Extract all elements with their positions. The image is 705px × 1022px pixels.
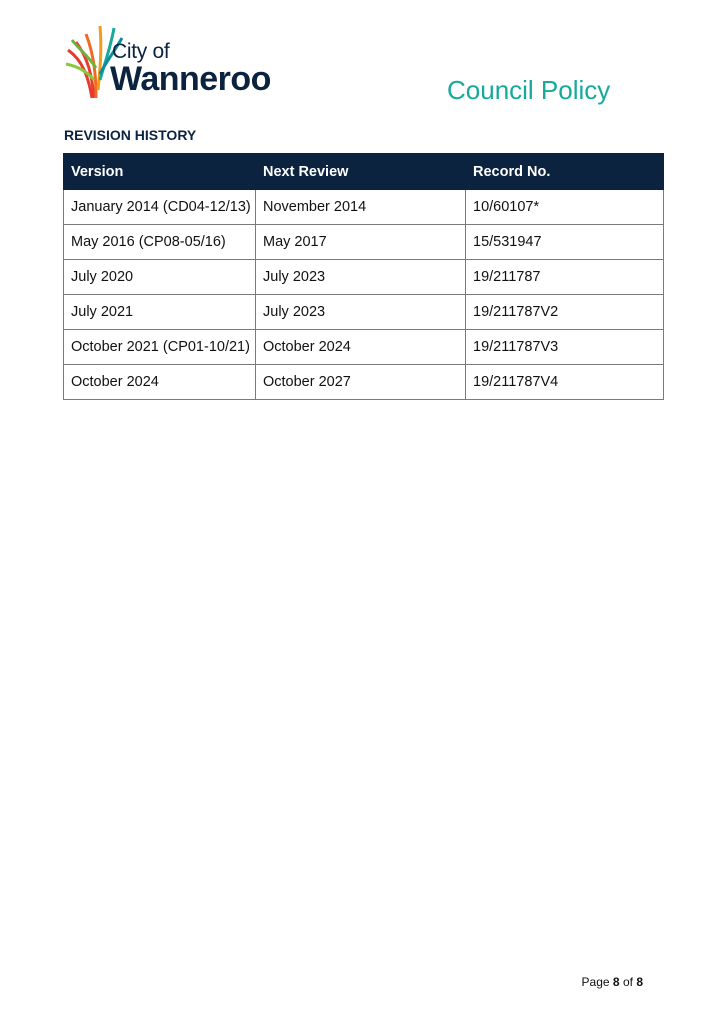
- page-prefix: Page: [581, 975, 610, 989]
- table-row: [64, 365, 664, 400]
- table-row: [64, 190, 664, 225]
- section-title: REVISION HISTORY: [64, 127, 197, 143]
- table-row: [64, 295, 664, 330]
- cell-record-no: 15/531947: [466, 225, 664, 260]
- cell-record-no: 19/211787V3: [466, 330, 664, 365]
- cell-next-review: November 2014: [256, 190, 466, 225]
- cell-record-no: 19/211787V2: [466, 295, 664, 330]
- document-type-heading: Council Policy: [447, 75, 611, 105]
- cell-version: July 2021: [64, 295, 256, 330]
- column-header-version: Version: [64, 154, 256, 190]
- logo-wanneroo-text: Wanneroo: [110, 60, 271, 98]
- cell-version: January 2014 (CD04-12/13): [64, 190, 256, 225]
- table-row: [64, 330, 664, 365]
- cell-record-no: 19/211787: [466, 260, 664, 295]
- cell-version: October 2021 (CP01-10/21): [64, 330, 256, 365]
- cell-record-no: 19/211787V4: [466, 365, 664, 400]
- column-header-record-no: Record No.: [466, 154, 664, 190]
- table-header-row: [64, 154, 664, 190]
- cell-next-review: July 2023: [256, 260, 466, 295]
- cell-version: October 2024: [64, 365, 256, 400]
- cell-record-no: 10/60107*: [466, 190, 664, 225]
- table-row: [64, 260, 664, 295]
- cell-next-review: May 2017: [256, 225, 466, 260]
- logo-city-text: City of: [112, 40, 170, 63]
- cell-version: May 2016 (CP08-05/16): [64, 225, 256, 260]
- page-number: [582, 975, 643, 989]
- revision-history-table: [63, 153, 664, 400]
- cell-version: July 2020: [64, 260, 256, 295]
- city-of-wanneroo-logo: [64, 20, 294, 102]
- cell-next-review: October 2027: [256, 365, 466, 400]
- table-row: [64, 225, 664, 260]
- page-current: 8: [612, 975, 620, 989]
- column-header-next-review: Next Review: [256, 154, 466, 190]
- page-total: 8: [636, 975, 643, 989]
- page-of: of: [622, 975, 633, 989]
- cell-next-review: July 2023: [256, 295, 466, 330]
- cell-next-review: October 2024: [256, 330, 466, 365]
